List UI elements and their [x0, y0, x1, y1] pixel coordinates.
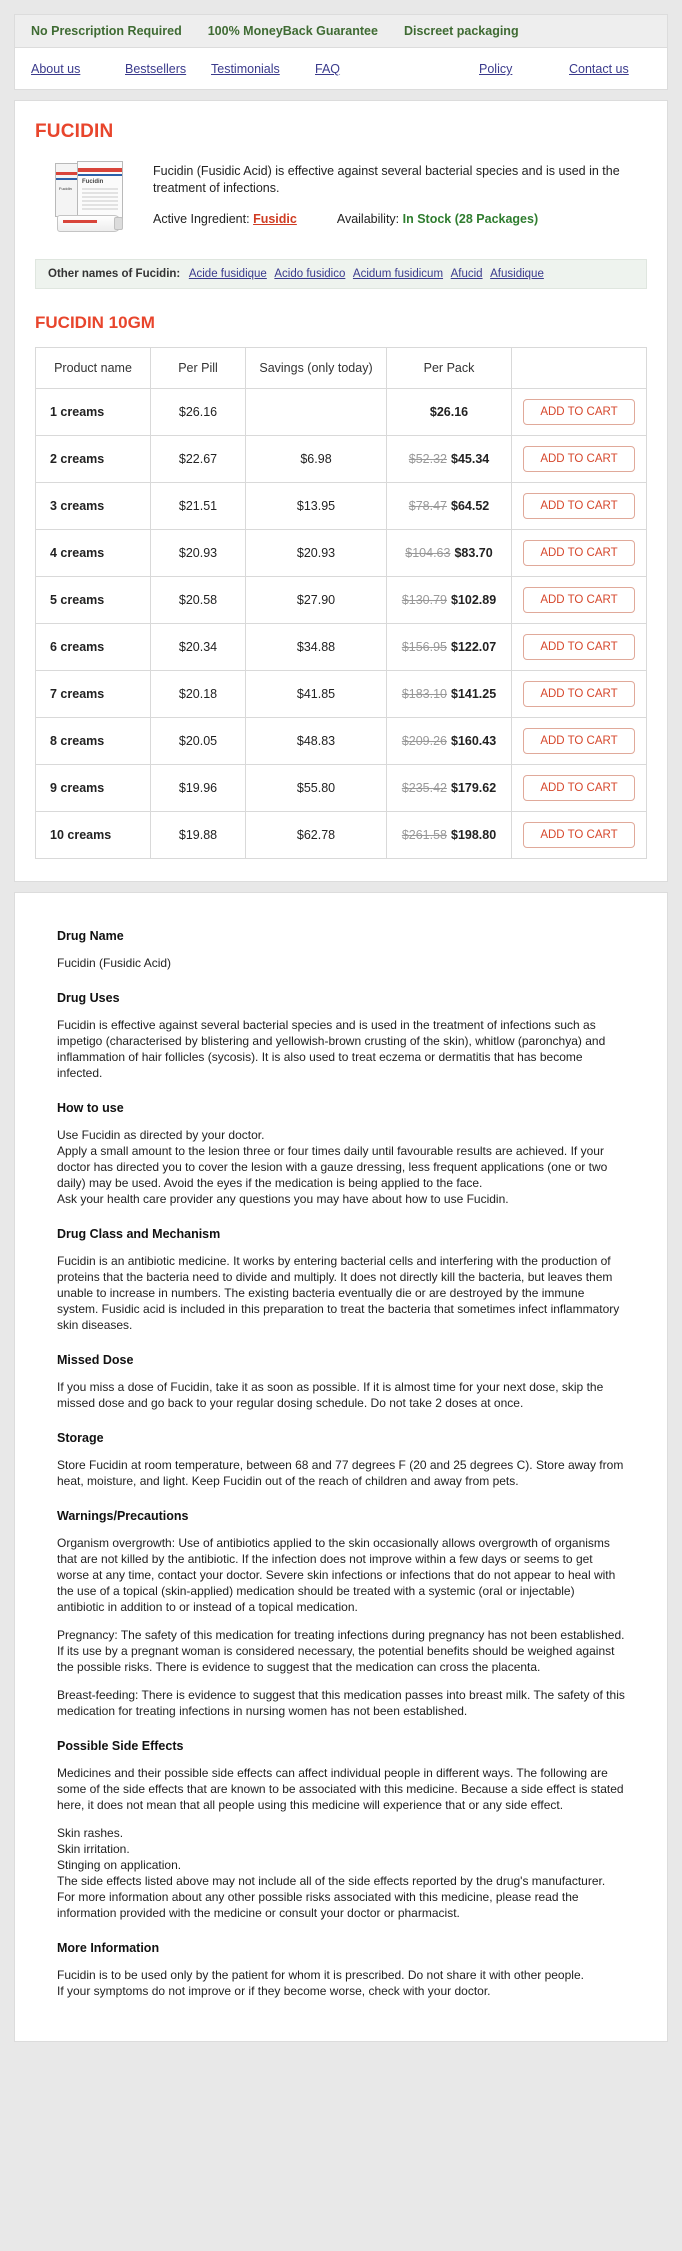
text-drug-uses: Fucidin is effective against several bacterial species and is used in the treatment of infections such as impetigo (characterised by blistering and yellowish-brown crusting of the skin), whitlow (paronchya) and inflammation of hair follicles (sycosis). It is also used to treat eczema or dermatitis that has become infected. [57, 1018, 606, 1080]
text-warnings-2: Pregnancy: The safety of this medication for treating infections during pregnancy has not been established. If its use by a pregnant woman is considered necessary, the potential benefits should be weighed against the possible risks. There is evidence to suggest that the medication can cross the placenta. [57, 1628, 625, 1674]
column-per-pill: Per Pill [151, 348, 246, 389]
text-side-effects-2: Skin rashes. [57, 1826, 124, 1840]
cell-per-pack [387, 389, 512, 436]
cell-action [512, 812, 647, 859]
product-card [14, 100, 668, 882]
cell-per-pill: $19.88 [151, 812, 246, 859]
table-row [36, 436, 647, 483]
promo-item-2: Discreet packaging [403, 24, 519, 38]
table-row [36, 530, 647, 577]
cell-action [512, 389, 647, 436]
text-side-effects-3: Skin irritation. [57, 1842, 130, 1856]
cell-action [512, 671, 647, 718]
cell-action [512, 530, 647, 577]
cell-per-pack [387, 671, 512, 718]
column-action [512, 348, 647, 389]
text-how-to-use-3: Ask your health care provider any questions you may have about how to use Fucidin. [57, 1192, 509, 1206]
add-to-cart-button[interactable]: ADD TO CART [523, 822, 634, 848]
old-price: $261.58 [401, 828, 447, 842]
cell-per-pill: $20.18 [151, 671, 246, 718]
cell-per-pack [387, 812, 512, 859]
heading-storage: Storage [57, 1431, 104, 1445]
new-price: $141.25 [451, 687, 497, 701]
other-name-link-2[interactable]: Acidum fusidicum [352, 268, 444, 280]
other-name-link-1[interactable]: Acido fusidico [274, 268, 346, 280]
main-nav [14, 48, 668, 90]
other-names-bar [35, 259, 647, 289]
cell-product-name: 8 creams [36, 718, 151, 765]
cell-savings: $48.83 [246, 718, 387, 765]
cell-savings: $41.85 [246, 671, 387, 718]
new-price: $160.43 [451, 734, 497, 748]
old-price: $235.42 [401, 781, 447, 795]
add-to-cart-button[interactable]: ADD TO CART [523, 399, 634, 425]
table-row [36, 765, 647, 812]
nav-item-bestsellers[interactable]: Bestsellers [125, 62, 187, 76]
table-row [36, 671, 647, 718]
nav-item-testimonials[interactable]: Testimonials [211, 62, 280, 76]
cell-per-pack [387, 483, 512, 530]
column-product-name: Product name [36, 348, 151, 389]
cell-product-name: 7 creams [36, 671, 151, 718]
availability [337, 211, 538, 228]
other-name-link-0[interactable]: Acide fusidique [188, 268, 267, 280]
text-how-to-use-1: Use Fucidin as directed by your doctor. [57, 1128, 265, 1142]
availability-label: Availability: [336, 212, 400, 226]
cell-product-name: 3 creams [36, 483, 151, 530]
table-row [36, 624, 647, 671]
cell-per-pill: $26.16 [151, 389, 246, 436]
add-to-cart-button[interactable]: ADD TO CART [523, 634, 634, 660]
promo-item-0: No Prescription Required [31, 24, 182, 38]
add-to-cart-button[interactable]: ADD TO CART [523, 681, 634, 707]
new-price: $102.89 [451, 593, 497, 607]
cell-savings: $27.90 [246, 577, 387, 624]
product-intro [35, 161, 647, 243]
nav-item-contact-us[interactable]: Contact us [569, 62, 629, 76]
cell-per-pill: $20.05 [151, 718, 246, 765]
add-to-cart-button[interactable]: ADD TO CART [523, 493, 634, 519]
pricing-table [35, 347, 647, 859]
other-name-link-4[interactable]: Afusidique [490, 268, 544, 280]
cell-per-pill: $20.34 [151, 624, 246, 671]
promo-item-1: 100% MoneyBack Guarantee [207, 24, 378, 38]
cell-per-pill: $22.67 [151, 436, 246, 483]
heading-how-to-use: How to use [57, 1101, 124, 1115]
cell-per-pack [387, 577, 512, 624]
cell-action [512, 765, 647, 812]
heading-side-effects: Possible Side Effects [57, 1739, 184, 1753]
cell-action [512, 577, 647, 624]
cell-per-pill: $20.58 [151, 577, 246, 624]
text-warnings-3: Breast-feeding: There is evidence to suggest that this medication passes into breast milk. The safety of this medication for treating infections in nursing women has not been established. [57, 1688, 625, 1718]
cell-savings: $20.93 [246, 530, 387, 577]
text-more-information-2: If your symptoms do not improve or if they become worse, check with your doctor. [57, 1984, 491, 1998]
heading-drug-uses: Drug Uses [57, 991, 120, 1005]
new-price: $198.80 [451, 828, 497, 842]
cell-per-pack [387, 624, 512, 671]
heading-missed-dose: Missed Dose [57, 1353, 134, 1367]
old-price: $156.95 [401, 640, 447, 654]
table-row [36, 483, 647, 530]
text-drug-class: Fucidin is an antibiotic medicine. It works by entering bacterial cells and interfering with the production of proteins that the bacteria need to divide and multiply. It does not directly kill the bacteria, but leaves them unable to increase in numbers. The existing bacteria eventually die or are destroyed by the immune system. Fusidic acid is included in this preparation to treat the bacteria that sometimes infect inflammatory skin diseases. [57, 1254, 620, 1332]
cell-savings: $13.95 [246, 483, 387, 530]
cell-savings: $62.78 [246, 812, 387, 859]
cell-product-name: 9 creams [36, 765, 151, 812]
cell-product-name: 4 creams [36, 530, 151, 577]
heading-drug-name: Drug Name [57, 929, 124, 943]
promo-bar [14, 14, 668, 48]
nav-item-faq[interactable]: FAQ [315, 62, 341, 76]
cell-action [512, 483, 647, 530]
cell-product-name: 1 creams [36, 389, 151, 436]
other-name-link-3[interactable]: Afucid [450, 268, 483, 280]
active-ingredient [153, 211, 297, 228]
table-row [36, 812, 647, 859]
cell-savings: $34.88 [246, 624, 387, 671]
cell-per-pack [387, 718, 512, 765]
cell-per-pack [387, 530, 512, 577]
cell-per-pack [387, 765, 512, 812]
column-savings: Savings (only today) [246, 348, 387, 389]
cell-per-pill: $19.96 [151, 765, 246, 812]
old-price: $183.10 [401, 687, 447, 701]
text-storage: Store Fucidin at room temperature, between 68 and 77 degrees F (20 and 25 degrees C). Store away from heat, moisture, and light. Keep Fucidin out of the reach of children and away from pets. [57, 1458, 624, 1488]
new-price: $45.34 [451, 452, 490, 466]
text-side-effects-4: Stinging on application. [57, 1858, 182, 1872]
heading-warnings: Warnings/Precautions [57, 1509, 189, 1523]
text-more-information-1: Fucidin is to be used only by the patient for whom it is prescribed. Do not share it with other people. [57, 1968, 584, 1982]
nav-item-policy[interactable]: Policy [479, 62, 513, 76]
cell-product-name: 10 creams [36, 812, 151, 859]
add-to-cart-button[interactable]: ADD TO CART [523, 446, 634, 472]
table-row [36, 718, 647, 765]
old-price: $130.79 [401, 593, 447, 607]
heading-drug-class: Drug Class and Mechanism [57, 1227, 221, 1241]
column-per-pack: Per Pack [387, 348, 512, 389]
cell-savings: $55.80 [246, 765, 387, 812]
text-drug-name: Fucidin (Fusidic Acid) [57, 956, 172, 970]
page-title: FUCIDIN [35, 121, 114, 142]
text-side-effects-5: The side effects listed above may not include all of the side effects reported by the drug's manufacturer. For more information about any other possible risks associated with this medicine, please read the information provided with the medicine or consult your doctor or pharmacist. [57, 1874, 606, 1920]
dosage-heading: FUCIDIN 10GM [35, 313, 155, 332]
text-missed-dose: If you miss a dose of Fucidin, take it as soon as possible. If it is almost time for your next dose, skip the missed dose and go back to your regular dosing schedule. Do not take 2 doses at once. [57, 1380, 604, 1410]
product-description: Fucidin (Fusidic Acid) is effective against several bacterial species and is used in the treatment of infections. [153, 164, 620, 195]
add-to-cart-button[interactable]: ADD TO CART [523, 587, 634, 613]
table-row [36, 577, 647, 624]
table-header-row [36, 348, 647, 389]
new-price: $122.07 [451, 640, 497, 654]
new-price: $83.70 [454, 546, 493, 560]
table-row [36, 389, 647, 436]
cell-savings: $6.98 [246, 436, 387, 483]
active-ingredient-value[interactable]: Fusidic [253, 212, 297, 226]
other-names-label: Other names of Fucidin: [48, 268, 181, 280]
availability-value: In Stock (28 Packages) [402, 212, 539, 226]
cell-per-pack [387, 436, 512, 483]
cell-action [512, 718, 647, 765]
add-to-cart-button[interactable]: ADD TO CART [523, 775, 634, 801]
old-price: $104.63 [405, 546, 451, 560]
cell-savings [246, 389, 387, 436]
new-price: $26.16 [429, 405, 469, 419]
new-price: $179.62 [451, 781, 497, 795]
new-price: $64.52 [451, 499, 490, 513]
active-ingredient-label: Active Ingredient: [153, 212, 250, 226]
old-price: $52.32 [408, 452, 447, 466]
nav-item-about-us[interactable]: About us [31, 62, 81, 76]
cell-product-name: 5 creams [36, 577, 151, 624]
cell-per-pill: $21.51 [151, 483, 246, 530]
old-price: $209.26 [401, 734, 447, 748]
cell-action [512, 436, 647, 483]
product-package-image: Fucidin Fucidin [53, 161, 137, 235]
add-to-cart-button[interactable]: ADD TO CART [523, 728, 634, 754]
text-warnings-1: Organism overgrowth: Use of antibiotics applied to the skin occasionally allows overgrowth of organisms that are not killed by the antibiotic. If the infection does not improve within a few days or seems to get worse at any time, contact your doctor. Severe skin infections or infections that do not appear to heal with the use of a topical (skin-applied) medication should be treated with a systemic (oral or injectable) antibiotic in addition to or instead of a topical medication. [57, 1536, 616, 1614]
text-how-to-use-2: Apply a small amount to the lesion three or four times daily until favourable results are achieved. If your doctor has directed you to cover the lesion with a gauze dressing, less frequent applications (one or two daily) may be used. Avoid the eyes if the medication is being applied to the face. [57, 1144, 608, 1190]
text-side-effects-1: Medicines and their possible side effects can affect individual people in different ways. The following are some of the side effects that are known to be associated with this medicine. Because a side effect is stated here, it does not mean that all people using this medicine will experience that or any side effect. [57, 1766, 624, 1812]
cell-per-pill: $20.93 [151, 530, 246, 577]
heading-more-information: More Information [57, 1941, 160, 1955]
old-price: $78.47 [408, 499, 447, 513]
cell-action [512, 624, 647, 671]
cell-product-name: 2 creams [36, 436, 151, 483]
drug-information-card [14, 892, 668, 2042]
package-label: Fucidin [82, 179, 104, 185]
add-to-cart-button[interactable]: ADD TO CART [523, 540, 634, 566]
cell-product-name: 6 creams [36, 624, 151, 671]
